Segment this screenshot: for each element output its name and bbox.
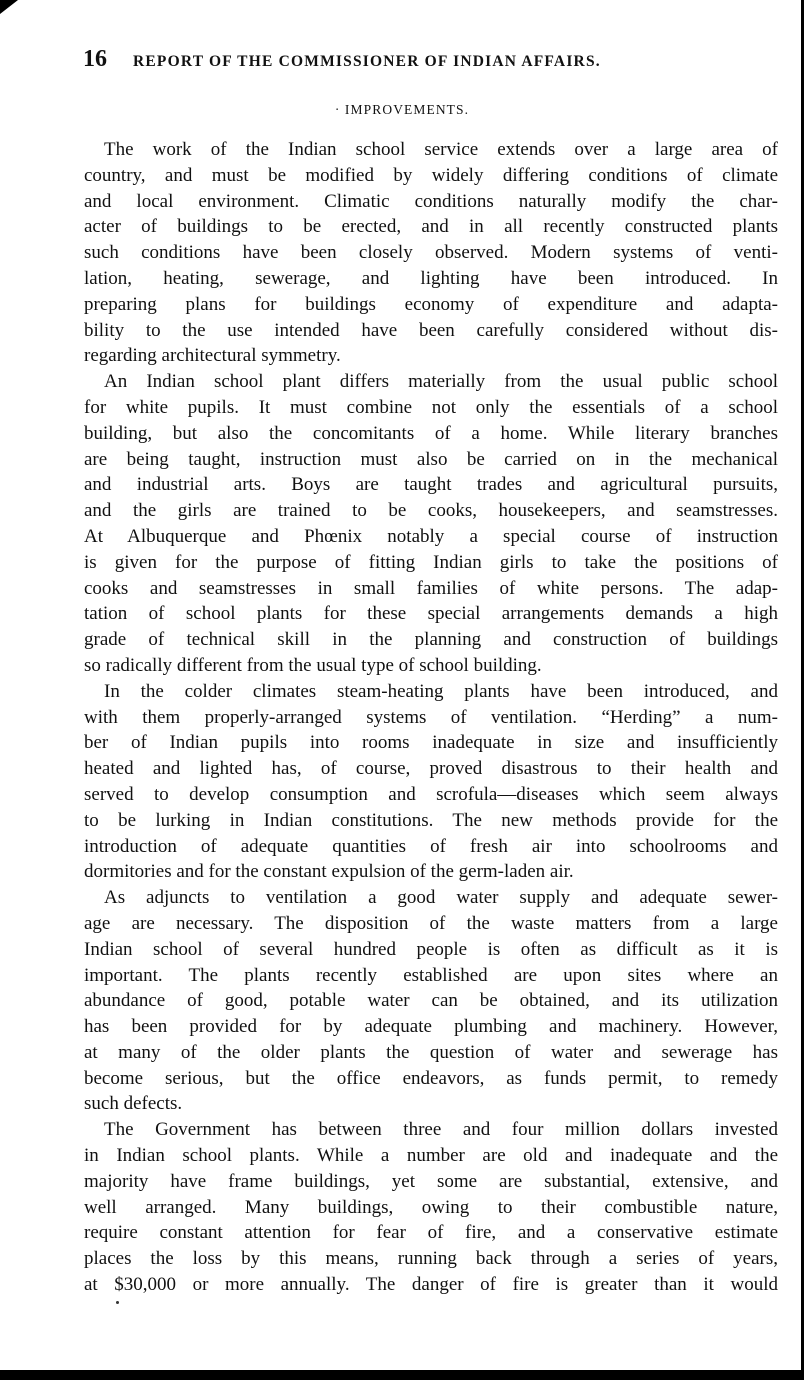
text-line: require constant attention for fear of fire, and a conservative estimate	[84, 1222, 778, 1244]
text-line: grade of technical skill in the planning and construction of buildings	[84, 629, 778, 651]
text-line: abundance of good, potable water can be obtained, and its utilization	[84, 990, 778, 1012]
page-header	[83, 46, 723, 76]
text-line: bility to the use intended have been carefully considered without dis-	[84, 319, 778, 341]
text-line: introduction of adequate quantities of fresh air into schoolrooms and	[84, 835, 778, 857]
body-text	[84, 137, 778, 1298]
text-line: for white pupils. It must combine not only the essentials of a school	[84, 396, 778, 418]
paragraph	[84, 885, 778, 1117]
text-line: country, and must be modified by widely differing conditions of climate	[84, 164, 778, 186]
text-line: heated and lighted has, of course, proved disastrous to their health and	[84, 758, 778, 780]
text-line: to be lurking in Indian constitutions. The new methods provide for the	[84, 809, 778, 831]
text-line: well arranged. Many buildings, owing to their combustible nature,	[84, 1196, 778, 1218]
text-line: has been provided for by adequate plumbing and machinery. However,	[84, 1016, 778, 1038]
text-line: age are necessary. The disposition of the waste matters from a large	[84, 912, 778, 934]
paragraph	[84, 679, 778, 885]
text-line: such defects.	[84, 1093, 183, 1115]
text-line: The work of the Indian school service extends over a large area of	[104, 139, 778, 160]
text-line: in Indian school plants. While a number are old and inadequate and the	[84, 1145, 778, 1167]
text-line: at many of the older plants the question of water and sewerage has	[84, 1041, 778, 1063]
page-corner-mark	[0, 0, 18, 14]
page-number: 16	[83, 46, 107, 72]
running-head: REPORT OF THE COMMISSIONER OF INDIAN AFFAIRS.	[133, 53, 601, 70]
text-line: The Government has between three and four million dollars invested	[104, 1119, 778, 1141]
text-line: dormitories and for the constant expulsion of the germ-laden air.	[84, 861, 574, 883]
text-line: tation of school plants for these special arrangements demands a high	[84, 603, 778, 625]
text-line: is given for the purpose of fitting Indian girls to take the positions of	[84, 551, 778, 573]
text-line: Indian school of several hundred people is often as difficult as it is	[84, 938, 778, 960]
text-line: with them properly-arranged systems of ventilation. “Herding” a num-	[84, 706, 778, 728]
text-line: served to develop consumption and scrofula—diseases which seem always	[84, 783, 778, 805]
text-line: lation, heating, sewerage, and lighting have been introduced. In	[84, 267, 778, 289]
footer-mark	[116, 1301, 119, 1304]
text-line: become serious, but the office endeavors, as funds permit, to remedy	[84, 1067, 778, 1089]
text-line: places the loss by this means, running back through a series of years,	[84, 1248, 778, 1270]
section-title: · IMPROVEMENTS.	[334, 102, 470, 117]
text-line: important. The plants recently established are upon sites where an	[84, 964, 778, 986]
text-line: and industrial arts. Boys are taught trades and agricultural pursuits,	[84, 474, 778, 496]
text-line: cooks and seamstresses in small families of white persons. The adap-	[84, 577, 778, 599]
text-line: As adjuncts to ventilation a good water supply and adequate sewer-	[104, 887, 778, 909]
text-line: preparing plans for buildings economy of expenditure and adapta-	[84, 293, 778, 315]
paragraph	[84, 1117, 778, 1298]
text-line: and the girls are trained to be cooks, housekeepers, and seamstresses.	[84, 500, 778, 522]
text-line: so radically different from the usual type of school building.	[84, 654, 542, 676]
text-line: At Albuquerque and Phœnix notably a special course of instruction	[84, 525, 778, 547]
text-line: An Indian school plant differs materially from the usual public school	[104, 371, 778, 393]
paragraph	[84, 369, 778, 679]
page-bottom-edge	[0, 1370, 804, 1380]
text-line: regarding architectural symmetry.	[84, 345, 341, 367]
text-line: at $30,000 or more annually. The danger of fire is greater than it would	[84, 1274, 778, 1296]
text-line: building, but also the concomitants of a home. While literary branches	[84, 422, 778, 444]
text-line: In the colder climates steam-heating plants have been introduced, and	[104, 680, 778, 702]
text-line: are being taught, instruction must also be carried on in the mechanical	[84, 448, 778, 470]
paragraph	[84, 137, 778, 369]
text-line: acter of buildings to be erected, and in all recently constructed plants	[84, 216, 778, 238]
text-line: and local environment. Climatic conditions naturally modify the char-	[84, 190, 778, 212]
text-line: majority have frame buildings, yet some are substantial, extensive, and	[84, 1170, 778, 1192]
text-line: such conditions have been closely observed. Modern systems of venti-	[84, 242, 778, 264]
text-line: ber of Indian pupils into rooms inadequate in size and insufficiently	[84, 732, 778, 754]
